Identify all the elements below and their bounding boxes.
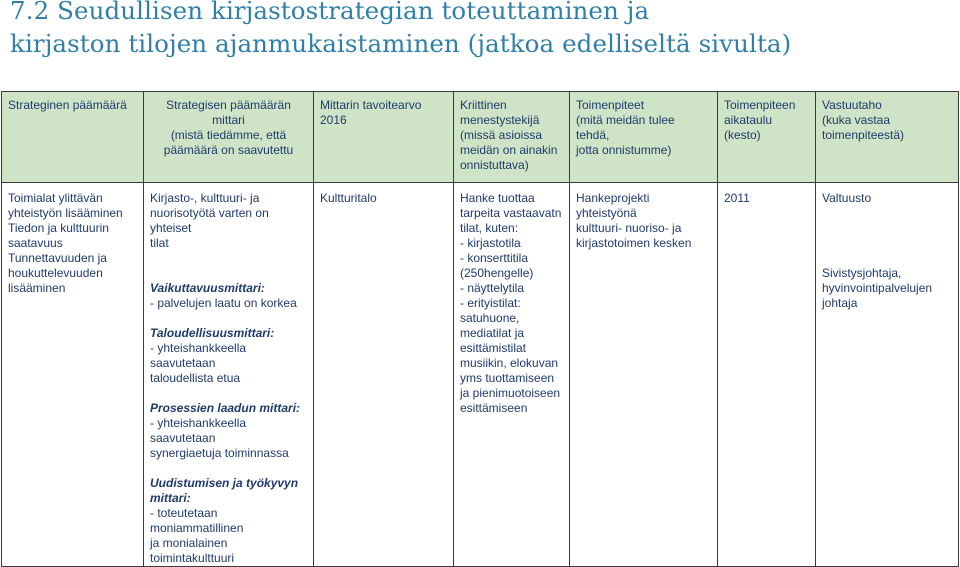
strategy-table — [1, 91, 959, 567]
cell-responsible: Valtuusto Sivistysjohtaja, hyvinvointipalvelujen johtaja — [816, 183, 959, 567]
page-title-line-1: 7.2 Seudullisen kirjastostrategian toteuttaminen ja — [10, 0, 650, 25]
cell-goal: Toimialat ylittävän yhteistyön lisääminen Tiedon ja kulttuurin saatavuus Tunnettavuuden ja houkuttelevuuden lisääminen — [2, 183, 144, 567]
header-critical: Kriittinen menestystekijä (missä asioissa meidän on ainakin onnistuttava) — [454, 92, 570, 183]
cell-critical: Hanke tuottaa tarpeita vastaavatn tilat, kuten: - kirjastotila - konserttitila (250hengelle) - näyttelytila - erityistilat: satuhuone, mediatilat ja esittämistilat musiikin, elokuvan yms tuottamiseen ja pienimuotoiseen esittämiseen — [454, 183, 570, 567]
header-responsible: Vastuutaho (kuka vastaa toimenpiteestä) — [816, 92, 959, 183]
page-title — [10, 0, 955, 60]
header-goal: Strateginen päämäärä — [2, 92, 144, 183]
header-actions: Toimenpiteet (mitä meidän tulee tehdä, jotta onnistumme) — [570, 92, 718, 183]
header-row — [2, 92, 959, 183]
table-row — [2, 183, 959, 567]
page-title-line-2: kirjaston tilojen ajanmukaistaminen (jatkoa edelliseltä sivulta) — [10, 29, 792, 58]
header-target: Mittarin tavoitearvo 2016 — [314, 92, 454, 183]
meter-heading-impact: Vaikuttavuusmittari: — [150, 281, 265, 295]
cell-actions: Hankeprojekti yhteistyönä kulttuuri- nuoriso- ja kirjastotoimen kesken — [570, 183, 718, 567]
header-meter: Strategisen päämäärän mittari (mistä tiedämme, että päämäärä on saavutettu — [144, 92, 314, 183]
cell-meter: Kirjasto-, kulttuuri- ja nuorisotyötä varten on yhteiset tilat Vaikuttavuusmittari: - palvelujen laatu on korkea Taloudellisuusmittari: - yhteishankkeella saavutetaan taloudellista etua Prosessien laadun mittari: - yhteishankkeella saavutetaan synergiaetuja toiminnassa Uudistumisen ja työkyvyn mittari: - toteutetaan moniammatillinen ja monialainen toimintakulttuuri — [144, 183, 314, 567]
cell-schedule: 2011 — [718, 183, 816, 567]
cell-target: Kultturitalo — [314, 183, 454, 567]
meter-heading-process: Prosessien laadun mittari: — [150, 401, 301, 415]
meter-heading-economy: Taloudellisuusmittari: — [150, 326, 275, 340]
meter-heading-renewal: Uudistumisen ja työkyvyn — [150, 476, 299, 490]
header-schedule: Toimenpiteen aikataulu (kesto) — [718, 92, 816, 183]
